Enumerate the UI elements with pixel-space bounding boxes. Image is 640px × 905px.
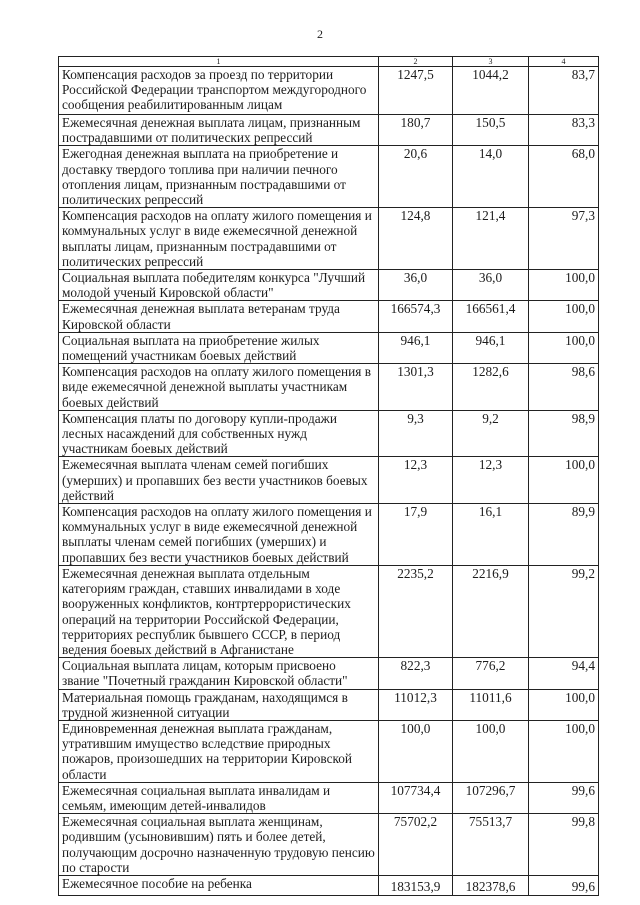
planned-value-cell: 12,3 — [379, 457, 453, 504]
row-name-cell: Ежемесячная денежная выплата лицам, признанным пострадавшими от политических репрессий — [59, 115, 379, 146]
actual-value-cell: 12,3 — [453, 457, 529, 504]
table-row — [59, 410, 599, 457]
actual-value-cell: 121,4 — [453, 208, 529, 270]
actual-value-cell: 1282,6 — [453, 364, 529, 411]
row-name-cell: Компенсация расходов на оплату жилого помещения и коммунальных услуг в виде ежемесячной денежной выплаты лицам, признанным пострадавшими от политических репрессий — [59, 208, 379, 270]
percent-cell: 100,0 — [529, 332, 599, 363]
actual-value-cell: 36,0 — [453, 270, 529, 301]
row-name-cell: Социальная выплата на приобретение жилых помещений участникам боевых действий — [59, 332, 379, 363]
actual-value-cell: 9,2 — [453, 410, 529, 457]
percent-cell: 100,0 — [529, 689, 599, 720]
planned-value-cell: 1301,3 — [379, 364, 453, 411]
column-number-2: 2 — [379, 57, 453, 67]
actual-value-cell: 2216,9 — [453, 565, 529, 657]
table-row — [59, 875, 599, 895]
row-name-cell: Компенсация платы по договору купли-продажи лесных насаждений для собственных нужд участникам боевых действий — [59, 410, 379, 457]
actual-value-cell: 182378,6 — [453, 875, 529, 895]
percent-cell: 94,4 — [529, 658, 599, 689]
table-row — [59, 720, 599, 782]
row-name-cell: Компенсация расходов за проезд по территории Российской Федерации транспортом междугородного сообщения реабилитированным лицам — [59, 67, 379, 115]
actual-value-cell: 946,1 — [453, 332, 529, 363]
actual-value-cell: 166561,4 — [453, 301, 529, 332]
actual-value-cell: 150,5 — [453, 115, 529, 146]
row-name-cell: Социальная выплата победителям конкурса "Лучший молодой ученый Кировской области" — [59, 270, 379, 301]
column-number-row — [59, 57, 599, 67]
page-number: 2 — [317, 27, 323, 41]
column-number-3: 3 — [453, 57, 529, 67]
table-row — [59, 457, 599, 504]
payments-table — [58, 56, 599, 896]
percent-cell: 83,3 — [529, 115, 599, 146]
planned-value-cell: 17,9 — [379, 504, 453, 566]
planned-value-cell: 822,3 — [379, 658, 453, 689]
planned-value-cell: 20,6 — [379, 146, 453, 208]
table-row — [59, 658, 599, 689]
column-number-4: 4 — [529, 57, 599, 67]
actual-value-cell: 14,0 — [453, 146, 529, 208]
percent-cell: 100,0 — [529, 301, 599, 332]
planned-value-cell: 11012,3 — [379, 689, 453, 720]
planned-value-cell: 124,8 — [379, 208, 453, 270]
planned-value-cell: 183153,9 — [379, 875, 453, 895]
row-name-cell: Ежемесячное пособие на ребенка — [59, 875, 379, 895]
actual-value-cell: 16,1 — [453, 504, 529, 566]
table-row — [59, 146, 599, 208]
percent-cell: 100,0 — [529, 720, 599, 782]
row-name-cell: Единовременная денежная выплата гражданам, утратившим имущество вследствие природных пожаров, произошедших на территории Кировской области — [59, 720, 379, 782]
table-row — [59, 332, 599, 363]
row-name-cell: Компенсация расходов на оплату жилого помещения и коммунальных услуг в виде ежемесячной денежной выплаты членам семей погибших (умерших) и пропавших без вести участников боевых действий — [59, 504, 379, 566]
table-row — [59, 67, 599, 115]
table-row — [59, 301, 599, 332]
table-row — [59, 270, 599, 301]
planned-value-cell: 36,0 — [379, 270, 453, 301]
actual-value-cell: 1044,2 — [453, 67, 529, 115]
percent-cell: 100,0 — [529, 270, 599, 301]
percent-cell: 68,0 — [529, 146, 599, 208]
percent-cell: 99,6 — [529, 782, 599, 813]
planned-value-cell: 2235,2 — [379, 565, 453, 657]
actual-value-cell: 100,0 — [453, 720, 529, 782]
table-row — [59, 115, 599, 146]
planned-value-cell: 100,0 — [379, 720, 453, 782]
percent-cell: 83,7 — [529, 67, 599, 115]
planned-value-cell: 166574,3 — [379, 301, 453, 332]
percent-cell: 98,6 — [529, 364, 599, 411]
table-row — [59, 782, 599, 813]
percent-cell: 98,9 — [529, 410, 599, 457]
actual-value-cell: 776,2 — [453, 658, 529, 689]
actual-value-cell: 75513,7 — [453, 814, 529, 876]
table-row — [59, 565, 599, 657]
percent-cell: 89,9 — [529, 504, 599, 566]
table-row — [59, 504, 599, 566]
planned-value-cell: 75702,2 — [379, 814, 453, 876]
planned-value-cell: 946,1 — [379, 332, 453, 363]
table-row — [59, 364, 599, 411]
row-name-cell: Ежемесячная денежная выплата отдельным категориям граждан, ставших инвалидами в ходе вооруженных конфликтов, контртеррористических операций на территории Российской Федерации, территориях республик бывшего СССР, в период ведения боевых действий в Афганистане — [59, 565, 379, 657]
row-name-cell: Компенсация расходов на оплату жилого помещения в виде ежемесячной денежной выплаты участникам боевых действий — [59, 364, 379, 411]
actual-value-cell: 107296,7 — [453, 782, 529, 813]
planned-value-cell: 1247,5 — [379, 67, 453, 115]
row-name-cell: Ежемесячная выплата членам семей погибших (умерших) и пропавших без вести участников боевых действий — [59, 457, 379, 504]
row-name-cell: Ежегодная денежная выплата на приобретение и доставку твердого топлива при наличии печного отопления лицам, признанным пострадавшими от политических репрессий — [59, 146, 379, 208]
percent-cell: 99,6 — [529, 875, 599, 895]
planned-value-cell: 180,7 — [379, 115, 453, 146]
planned-value-cell: 107734,4 — [379, 782, 453, 813]
percent-cell: 99,2 — [529, 565, 599, 657]
percent-cell: 100,0 — [529, 457, 599, 504]
table-row — [59, 689, 599, 720]
table-row — [59, 814, 599, 876]
percent-cell: 99,8 — [529, 814, 599, 876]
row-name-cell: Социальная выплата лицам, которым присвоено звание "Почетный гражданин Кировской области" — [59, 658, 379, 689]
planned-value-cell: 9,3 — [379, 410, 453, 457]
table-row — [59, 208, 599, 270]
row-name-cell: Материальная помощь гражданам, находящимся в трудной жизненной ситуации — [59, 689, 379, 720]
row-name-cell: Ежемесячная социальная выплата женщинам, родившим (усыновившим) пять и более детей, получающим досрочно назначенную трудовую пенсию по старости — [59, 814, 379, 876]
row-name-cell: Ежемесячная социальная выплата инвалидам и семьям, имеющим детей-инвалидов — [59, 782, 379, 813]
column-number-1: 1 — [59, 57, 379, 67]
row-name-cell: Ежемесячная денежная выплата ветеранам труда Кировской области — [59, 301, 379, 332]
actual-value-cell: 11011,6 — [453, 689, 529, 720]
percent-cell: 97,3 — [529, 208, 599, 270]
